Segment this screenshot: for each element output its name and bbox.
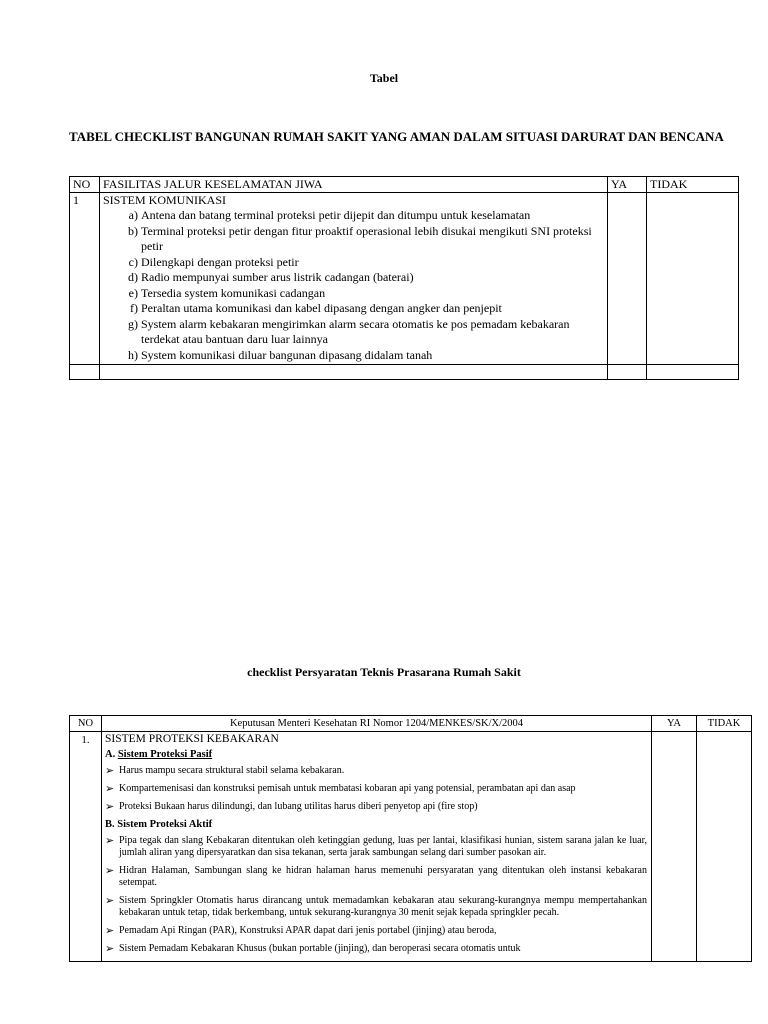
bullet-item <box>105 895 647 919</box>
bullet-item <box>105 943 647 955</box>
list-item-text: Antena dan batang terminal proteksi petir dijepit dan ditumpu untuk keselamatan <box>141 208 531 222</box>
list-item-text: Terminal proteksi petir dengan fitur proaktif operasional lebih disukai mengikuti SNI proteksi petir <box>141 223 592 253</box>
list-item-text: Peraltan utama komunikasi dan kabel dipasang dengan angker dan penjepit <box>141 301 502 315</box>
checklist-table-1 <box>69 176 739 380</box>
arrow-bullet-icon: ➢ <box>105 835 115 847</box>
list-marker: h) <box>128 347 138 362</box>
section-a-label: Sistem Proteksi Pasif <box>117 749 213 760</box>
list-item <box>119 286 604 302</box>
arrow-bullet-icon: ➢ <box>105 895 115 907</box>
bullet-list-b <box>105 835 647 955</box>
arrow-bullet-icon: ➢ <box>105 765 115 777</box>
list-marker: d) <box>128 270 138 284</box>
header-tidak: TIDAK <box>697 716 752 732</box>
header-fasilitas: FASILITAS JALUR KESELAMATAN JIWA <box>100 177 608 193</box>
tidak-cell[interactable] <box>647 193 739 365</box>
table-row <box>70 193 739 365</box>
list-item <box>119 301 604 317</box>
list-item-text: Tersedia system komunikasi cadangan <box>141 285 326 300</box>
arrow-bullet-icon: ➢ <box>105 925 115 937</box>
system-title: SISTEM PROTEKSI KEBAKARAN <box>105 733 279 745</box>
list-item <box>119 255 604 271</box>
bullet-text: Proteksi Bukaan harus dilindungi, dan lubang utilitas harus diberi penyetop api (fire stop) <box>119 801 478 812</box>
bullet-item <box>105 835 647 859</box>
item-list <box>103 208 604 363</box>
list-item <box>119 317 604 348</box>
bullet-text: Harus mampu secara struktural stabil selama kebakaran. <box>119 765 345 776</box>
list-item-text: System komunikasi diluar bangunan dipasang didalam tanah <box>141 347 433 362</box>
bullet-text: Sistem Springkler Otomatis harus dirancang untuk memadamkan kebakaran atau sekurang-kurangnya mempu mempertahankan kebakaran untuk tetap, tidak berkembang, untuk sekurang-kurangnya 30 menit sejak kepada springkler pecah. <box>119 895 647 918</box>
row-content <box>102 732 652 962</box>
arrow-bullet-icon: ➢ <box>105 783 115 795</box>
empty-cell[interactable] <box>608 365 647 380</box>
empty-cell[interactable] <box>647 365 739 380</box>
list-marker: c) <box>128 254 138 269</box>
section-b-prefix: B. <box>105 819 115 830</box>
section-b-heading <box>105 819 647 830</box>
section-a-heading <box>105 749 647 760</box>
header-ya: YA <box>608 177 647 193</box>
list-item-text: Dilengkapi dengan proteksi petir <box>141 254 299 269</box>
list-marker: a) <box>128 208 138 222</box>
arrow-bullet-icon: ➢ <box>105 943 115 955</box>
bullet-list-a <box>105 765 647 813</box>
bullet-item <box>105 865 647 889</box>
header-keputusan: Keputusan Menteri Kesehatan RI Nomor 1204/MENKES/SK/X/2004 <box>102 716 652 732</box>
list-item <box>119 270 604 286</box>
header-ya: YA <box>652 716 697 732</box>
bullet-item <box>105 783 647 795</box>
section-a-prefix: A. <box>105 749 116 760</box>
bullet-item <box>105 801 647 813</box>
bullet-text: Sistem Pemadam Kebakaran Khusus (bukan portable (jinjing), dan beroperasi secara otomatis untuk <box>119 943 521 954</box>
empty-cell <box>70 365 100 380</box>
row-content <box>100 193 608 365</box>
list-marker: b) <box>128 223 138 238</box>
bullet-item <box>105 925 647 937</box>
list-item <box>119 208 604 224</box>
section-title: checklist Persyaratan Teknis Prasarana Rumah Sakit <box>247 665 521 679</box>
table-row <box>70 732 752 962</box>
header-tidak: TIDAK <box>647 177 739 193</box>
empty-cell <box>100 365 608 380</box>
section-b-label: Sistem Proteksi Aktif <box>117 819 213 830</box>
tidak-cell[interactable] <box>697 732 752 962</box>
bullet-text: Pipa tegak dan slang Kebakaran ditentukan oleh ketinggian gedung, luas per lantai, klasifikasi hunian, sistem sarana jalan ke luar, jumlah aliran yang dipersyaratkan dan sisa tekanan, serta jarak sambungan selang dari sumber pasokan air. <box>119 835 647 858</box>
checklist-table-2 <box>69 715 752 962</box>
bullet-text: Pemadam Api Ringan (PAR), Konstruksi APAR dapat dari jenis portabel (jinjing) atau beroda, <box>119 925 497 936</box>
table-header-row <box>70 177 739 193</box>
list-item <box>119 348 604 364</box>
arrow-bullet-icon: ➢ <box>105 865 115 877</box>
bullet-text: Kompartemenisasi dan konstruksi pemisah untuk membatasi kobaran api yang potensial, perambatan api dan asap <box>119 783 576 794</box>
row-number: 1. <box>70 732 102 962</box>
header-no: NO <box>70 177 100 193</box>
header-no: NO <box>70 716 102 732</box>
arrow-bullet-icon: ➢ <box>105 801 115 813</box>
list-item-text: System alarm kebakaran mengirimkan alarm secara otomatis ke pos pemadam kebakaran terdekat atau bantuan daru luar lainnya <box>141 316 570 346</box>
row-number: 1 <box>70 193 100 365</box>
row-title: SISTEM KOMUNIKASI <box>103 193 227 207</box>
list-marker: f) <box>130 301 138 315</box>
table-header-row <box>70 716 752 732</box>
document-label: Tabel <box>369 71 399 85</box>
main-title: TABEL CHECKLIST BANGUNAN RUMAH SAKIT YANG AMAN DALAM SITUASI DARURAT DAN BENCANA <box>69 129 724 144</box>
ya-cell[interactable] <box>652 732 697 962</box>
list-marker: g) <box>128 316 138 331</box>
list-marker: e) <box>128 285 138 300</box>
bullet-text: Hidran Halaman, Sambungan slang ke hidran halaman harus memenuhi persyaratan yang ditentukan oleh instansi kebakaran setempat. <box>119 865 647 888</box>
empty-row <box>70 365 739 380</box>
list-item-text: Radio mempunyai sumber arus listrik cadangan (baterai) <box>141 270 414 284</box>
ya-cell[interactable] <box>608 193 647 365</box>
bullet-item <box>105 765 647 777</box>
list-item <box>119 224 604 255</box>
